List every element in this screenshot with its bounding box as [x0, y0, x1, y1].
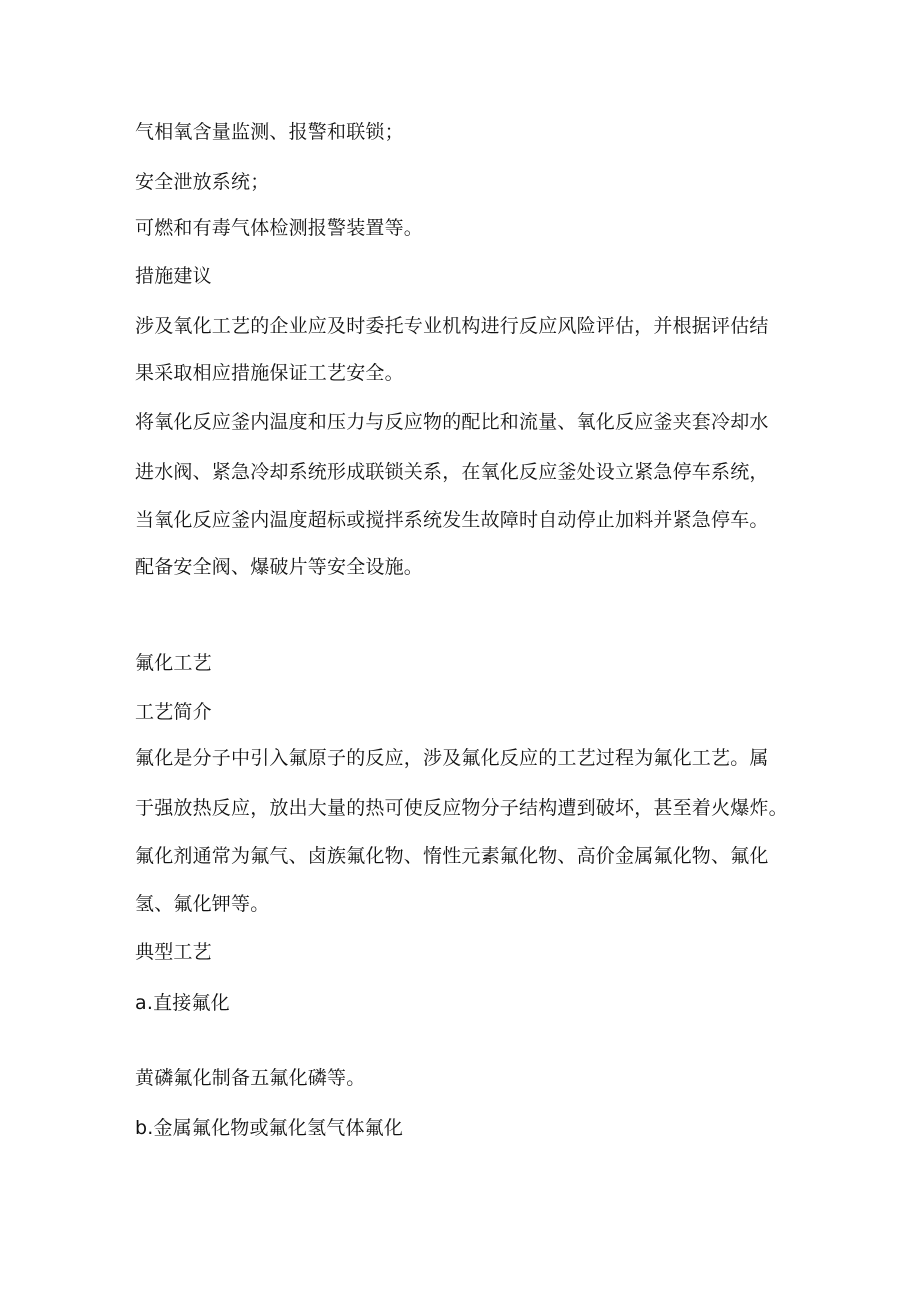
text-line: 于强放热反应，放出大量的热可使反应物分子结构遭到破坏，甚至着火爆炸。	[135, 797, 788, 819]
list-item: b.金属氟化物或氟化氢气体氟化	[135, 1117, 404, 1139]
text-line: 进水阀、紧急冷却系统形成联锁关系，在氧化反应釜处设立紧急停车系统，	[135, 461, 769, 483]
text-line: 氟化是分子中引入氟原子的反应，涉及氟化反应的工艺过程为氟化工艺。属	[135, 747, 769, 769]
section-heading: 工艺简介	[135, 701, 212, 723]
list-item: a.直接氟化	[135, 992, 230, 1014]
text-line: 配备安全阀、爆破片等安全设施。	[135, 556, 424, 578]
section-heading: 措施建议	[135, 265, 212, 287]
text-line: 氢、氟化钾等。	[135, 893, 270, 915]
text-line: 果采取相应措施保证工艺安全。	[135, 362, 404, 384]
section-title: 氟化工艺	[135, 652, 212, 674]
text-line: 安全泄放系统；	[135, 171, 270, 193]
text-line: 将氧化反应釜内温度和压力与反应物的配比和流量、氧化反应釜夹套冷却水	[135, 411, 769, 433]
section-heading: 典型工艺	[135, 941, 212, 963]
text-line: 气相氧含量监测、报警和联锁；	[135, 121, 404, 143]
text-line: 黄磷氟化制备五氟化磷等。	[135, 1067, 366, 1089]
text-line: 当氧化反应釜内温度超标或搅拌系统发生故障时自动停止加料并紧急停车。	[135, 509, 769, 531]
text-line: 涉及氧化工艺的企业应及时委托专业机构进行反应风险评估，并根据评估结	[135, 315, 769, 337]
text-line: 氟化剂通常为氟气、卤族氟化物、惰性元素氟化物、高价金属氟化物、氟化	[135, 845, 769, 867]
text-line: 可燃和有毒气体检测报警装置等。	[135, 217, 424, 239]
